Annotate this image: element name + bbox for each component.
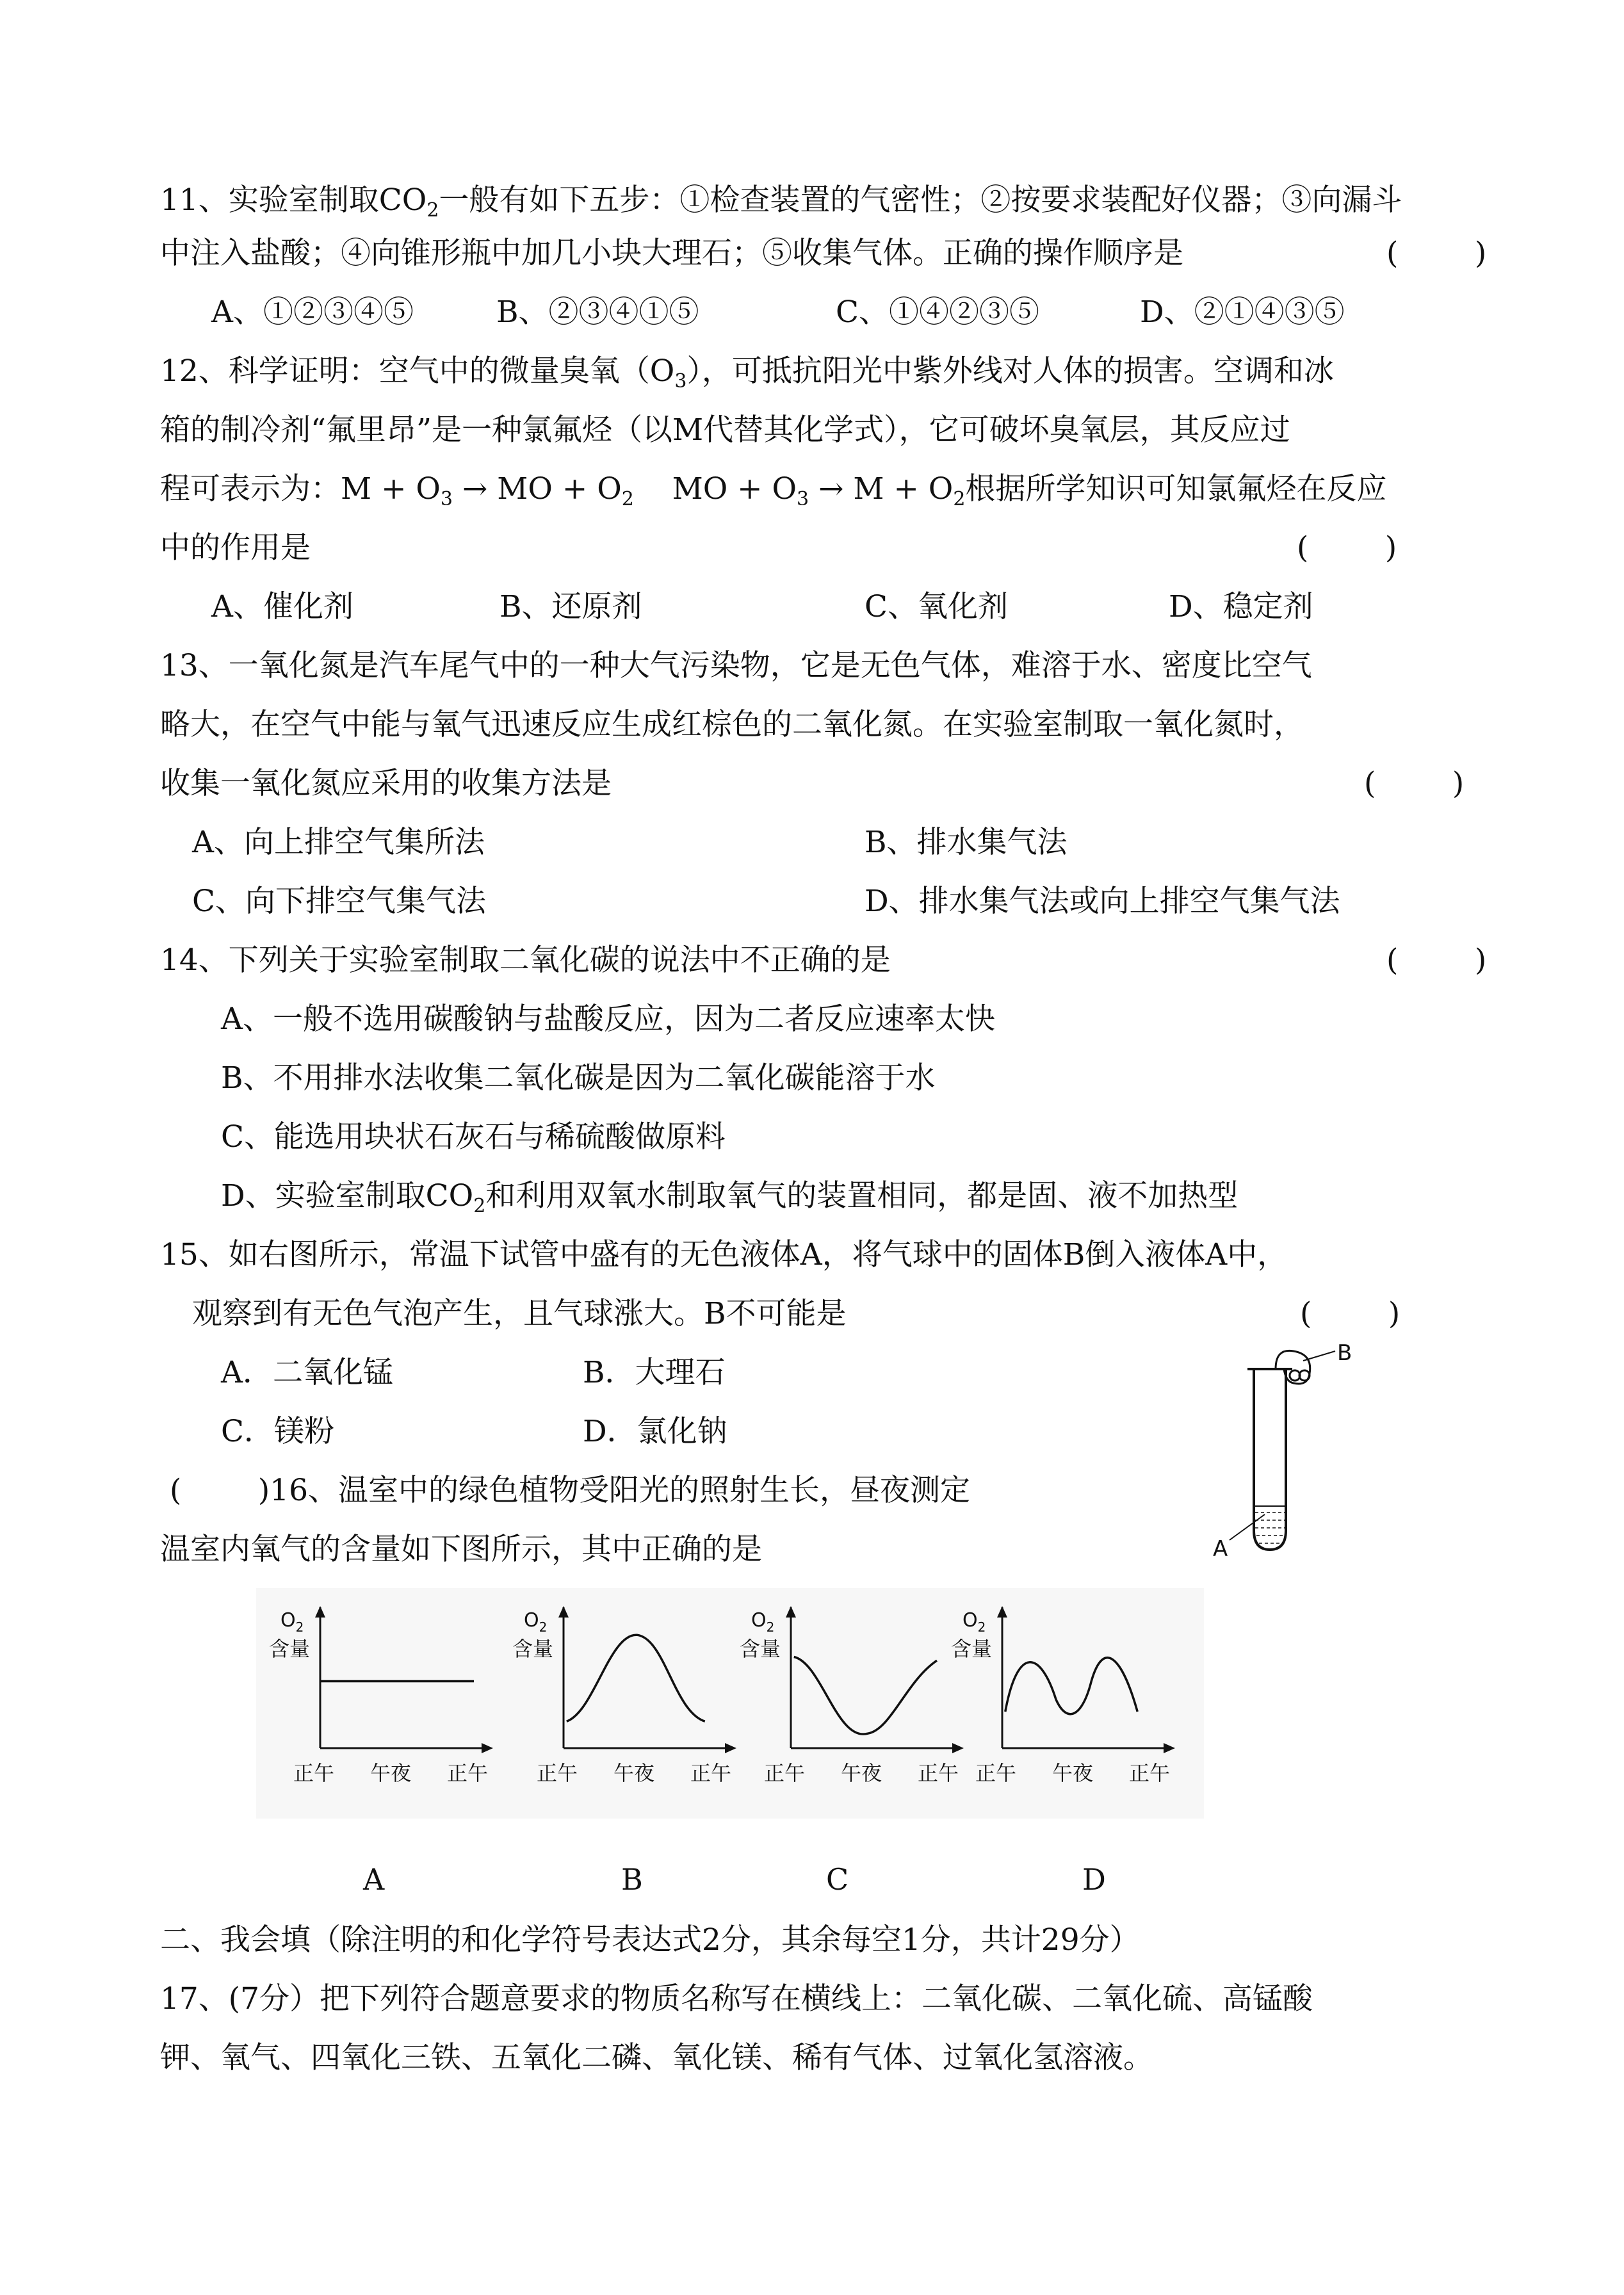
chart-label-b: B xyxy=(621,1862,643,1897)
label-a: A xyxy=(1213,1536,1228,1562)
x-tick-label: 正午 xyxy=(917,1761,959,1785)
test-tube xyxy=(1254,1369,1286,1550)
q12-option-c: C、氧化剂 xyxy=(865,589,1008,624)
q12-line2: 箱的制冷剂“氟里昂”是一种氯氟烃（以M代替其化学式），它可破坏臭氧层，其反应过 xyxy=(160,412,1290,448)
q17-line2: 钾、氧气、四氧化三铁、五氧化二磷、氧化镁、稀有气体、过氧化氢溶液。 xyxy=(160,2040,1153,2075)
q11-option-c: C、①④②③⑤ xyxy=(836,295,1039,330)
q15-option-d: D．氯化钠 xyxy=(583,1414,727,1449)
chart-label-a: A xyxy=(363,1862,385,1897)
q14-option-a: A、一般不选用碳酸钠与盐酸反应，因为二者反应速率太快 xyxy=(221,1002,995,1037)
y-axis-label-text: 含量 xyxy=(269,1637,311,1661)
y-axis-label-sub: 2 xyxy=(766,1619,775,1635)
pointer-a xyxy=(1230,1514,1265,1540)
x-tick-label: 正午 xyxy=(446,1761,489,1785)
q12-line4: 中的作用是 xyxy=(160,530,311,565)
q13-option-c: C、向下排空气集气法 xyxy=(192,884,486,919)
q13-option-b: B、排水集气法 xyxy=(865,825,1068,860)
x-tick-label: 正午 xyxy=(293,1761,335,1785)
y-axis-label-sub: 2 xyxy=(295,1619,304,1635)
x-tick-label: 午夜 xyxy=(369,1761,412,1785)
q11-option-b: B、②③④①⑤ xyxy=(496,295,699,330)
y-axis-label: $O_2$ xyxy=(524,1609,548,1635)
q14-option-b: B、不用排水法收集二氧化碳是因为二氧化碳能溶于水 xyxy=(221,1060,936,1096)
q14-answer-paren: ( ) xyxy=(1386,943,1487,978)
x-tick-label: 正午 xyxy=(690,1761,732,1785)
x-tick-label: 正午 xyxy=(763,1761,806,1785)
q12-option-a: A、催化剂 xyxy=(211,589,353,624)
y-axis-label: $O_2$ xyxy=(280,1609,304,1635)
x-tick-label: 正午 xyxy=(975,1761,1017,1785)
q15-option-c: C．镁粉 xyxy=(221,1414,334,1449)
chart-label-d: D xyxy=(1082,1862,1106,1897)
q11-line1: 11、实验室制取$CO_2$一般有如下五步：①检查装置的气密性；②按要求装配好仪器；③向漏斗 xyxy=(160,182,1402,222)
q15-answer-paren: ( ) xyxy=(1300,1296,1401,1331)
test-tube-figure xyxy=(1204,1338,1390,1569)
y-axis-label: $O_2$ xyxy=(751,1609,775,1635)
y-axis-label-text: 含量 xyxy=(740,1637,781,1661)
q15-option-a: A．二氧化锰 xyxy=(221,1355,393,1390)
q15-line2: 观察到有无色气泡产生，且气球涨大。B不可能是 xyxy=(192,1296,847,1331)
q13-option-d: D、排水集气法或向上排空气集气法 xyxy=(865,884,1340,919)
y-axis-label-sub: 2 xyxy=(539,1619,548,1635)
q16-line1: ( )16、温室中的绿色植物受阳光的照射生长，昼夜测定 xyxy=(170,1473,970,1508)
q11-answer-paren: ( ) xyxy=(1386,236,1487,271)
q12-line3: 程可表示为：$M + O_3$ → MO + $O_2$ MO + $O_3 \to M + O_2$根据所学知识可知氯氟烃在反应 xyxy=(160,471,1387,510)
x-tick-label: 午夜 xyxy=(840,1761,882,1785)
q14-option-c: C、能选用块状石灰石与稀硫酸做原料 xyxy=(221,1119,726,1155)
q15-option-b: B．大理石 xyxy=(583,1355,726,1390)
q13-line2: 略大，在空气中能与氧气迅速反应生成红棕色的二氧化氮。在实验室制取一氧化氮时， xyxy=(160,707,1304,742)
pointer-b xyxy=(1303,1351,1335,1361)
q15-line1: 15、如右图所示，常温下试管中盛有的无色液体A，将气球中的固体B倒入液体A中， xyxy=(160,1237,1288,1272)
q13-line3: 收集一氧化氮应采用的收集方法是 xyxy=(160,766,612,801)
q12-option-b: B、还原剂 xyxy=(499,589,642,624)
q12-answer-paren: ( ) xyxy=(1297,530,1397,565)
q13-answer-paren: ( ) xyxy=(1364,766,1465,801)
y-axis-label-text: 含量 xyxy=(951,1637,993,1661)
x-tick-label: 正午 xyxy=(1128,1761,1171,1785)
x-tick-label: 正午 xyxy=(536,1761,578,1785)
label-b: B xyxy=(1337,1340,1352,1366)
q11-option-a: A、①②③④⑤ xyxy=(211,295,414,330)
balloon xyxy=(1276,1350,1310,1384)
y-axis-label-sub: 2 xyxy=(977,1619,986,1635)
q11-line2: 中注入盐酸；④向锥形瓶中加几小块大理石；⑤收集气体。正确的操作顺序是 xyxy=(160,236,1183,271)
chart-label-c: C xyxy=(826,1862,849,1897)
q11-option-d: D、②①④③⑤ xyxy=(1140,295,1345,330)
q13-option-a: A、向上排空气集所法 xyxy=(192,825,485,860)
q12-line1: 12、科学证明：空气中的微量臭氧$(O_3)$，可抵抗阳光中紫外线对人体的损害。空调和冰 xyxy=(160,353,1334,393)
y-axis-label-text: 含量 xyxy=(512,1637,554,1661)
x-tick-label: 午夜 xyxy=(1052,1761,1094,1785)
q16-line2: 温室内氧气的含量如下图所示，其中正确的是 xyxy=(160,1532,762,1567)
q14-option-d: D、实验室制取$CO_2$和利用双氧水制取氧气的装置相同，都是固、液不加热型 xyxy=(221,1178,1238,1217)
q13-line1: 13、一氧化氮是汽车尾气中的一种大气污染物，它是无色气体，难溶于水、密度比空气 xyxy=(160,648,1312,683)
y-axis-label: $O_2$ xyxy=(962,1609,986,1635)
q14-line1: 14、下列关于实验室制取二氧化碳的说法中不正确的是 xyxy=(160,943,891,978)
x-tick-label: 午夜 xyxy=(613,1761,655,1785)
section2-title: 二、我会填（除注明的和化学符号表达式2分，其余每空1分，共计29分） xyxy=(160,1922,1140,1958)
q17-line1: 17、(7分）把下列符合题意要求的物质名称写在横线上：二氧化碳、二氧化硫、高锰酸 xyxy=(160,1981,1313,2016)
oxygen-charts xyxy=(256,1588,1204,1819)
liquid-a xyxy=(1255,1506,1285,1543)
q12-option-d: D、稳定剂 xyxy=(1169,589,1313,624)
